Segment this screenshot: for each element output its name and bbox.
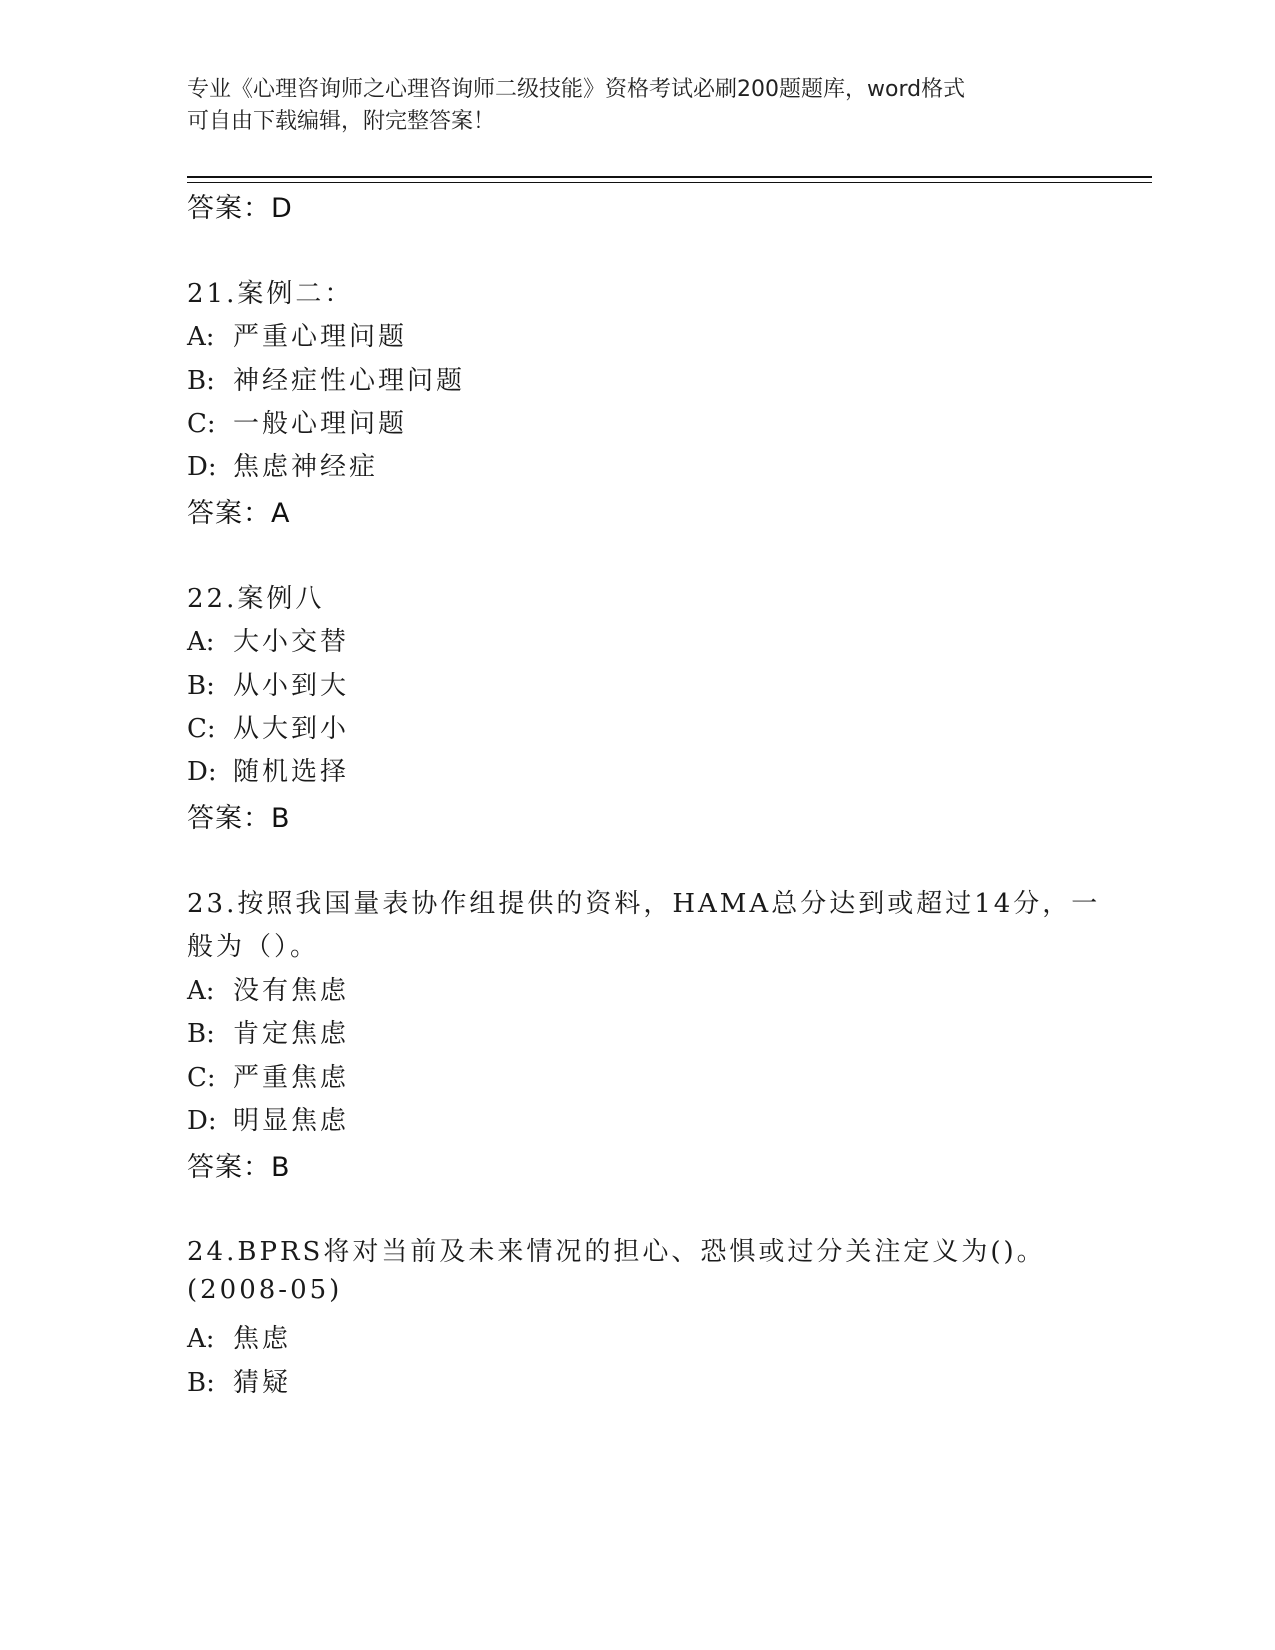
q21-option-c xyxy=(187,403,407,440)
header-rule-thin xyxy=(187,182,1152,183)
question-23-line-2: 般为（）。 xyxy=(187,932,320,962)
question-22: 22.案例八 xyxy=(187,584,325,614)
option-text: 明显焦虑 xyxy=(233,1106,350,1136)
option-key: B: xyxy=(187,671,215,701)
option-text: 焦虑 xyxy=(233,1324,292,1354)
option-key: C: xyxy=(187,714,216,744)
option-key: B: xyxy=(187,366,215,396)
option-text: 一般心理问题 xyxy=(233,409,408,439)
answer-21: 答案：A xyxy=(187,498,291,529)
q21-option-b xyxy=(187,360,465,397)
question-24-line-2: (2008-05) xyxy=(187,1275,343,1305)
option-key: D: xyxy=(187,757,217,787)
option-key: D: xyxy=(187,1106,217,1136)
option-key: A: xyxy=(187,976,215,1006)
question-23-line-1: 23.按照我国量表协作组提供的资料，HAMA总分达到或超过14分，一 xyxy=(187,889,1101,919)
option-text: 焦虑神经症 xyxy=(233,452,379,482)
option-key: C: xyxy=(187,409,216,439)
answer-22: 答案：B xyxy=(187,803,291,834)
option-key: B: xyxy=(187,1368,215,1398)
header-rule-thick xyxy=(187,176,1152,178)
option-key: A: xyxy=(187,627,215,657)
header-line-2: 可自由下载编辑，附完整答案！ xyxy=(187,109,496,134)
document-header xyxy=(187,74,1067,138)
option-key: C: xyxy=(187,1063,216,1093)
question-24-line-1: 24.BPRS将对当前及未来情况的担心、恐惧或过分关注定义为()。 xyxy=(187,1237,1046,1267)
q22-option-c xyxy=(187,708,349,745)
option-key: A: xyxy=(187,1324,215,1354)
option-text: 从大到小 xyxy=(233,714,350,744)
q23-option-b xyxy=(187,1013,349,1050)
option-key: B: xyxy=(187,1019,215,1049)
option-key: A: xyxy=(187,322,215,352)
q22-option-b xyxy=(187,665,349,702)
option-text: 猜疑 xyxy=(233,1368,292,1398)
q21-option-a xyxy=(187,316,407,353)
option-text: 大小交替 xyxy=(233,627,350,657)
option-key: D: xyxy=(187,452,217,482)
q23-option-a xyxy=(187,970,349,1007)
option-text: 神经症性心理问题 xyxy=(233,366,466,396)
question-21: 21.案例二： xyxy=(187,279,354,309)
q22-option-d xyxy=(187,751,349,788)
option-text: 没有焦虑 xyxy=(233,976,350,1006)
option-text: 从小到大 xyxy=(233,671,350,701)
option-text: 严重焦虑 xyxy=(233,1063,350,1093)
option-text: 严重心理问题 xyxy=(233,322,408,352)
answer-20: 答案：D xyxy=(187,193,293,224)
q23-option-d xyxy=(187,1100,349,1137)
header-line-1: 专业《心理咨询师之心理咨询师二级技能》资格考试必刷200题题库，word格式 xyxy=(187,77,966,102)
q21-option-d xyxy=(187,446,378,483)
q23-option-c xyxy=(187,1057,349,1094)
option-text: 肯定焦虑 xyxy=(233,1019,350,1049)
q22-option-a xyxy=(187,621,349,658)
answer-23: 答案：B xyxy=(187,1152,291,1183)
q24-option-b xyxy=(187,1362,291,1399)
option-text: 随机选择 xyxy=(233,757,350,787)
q24-option-a xyxy=(187,1318,291,1355)
